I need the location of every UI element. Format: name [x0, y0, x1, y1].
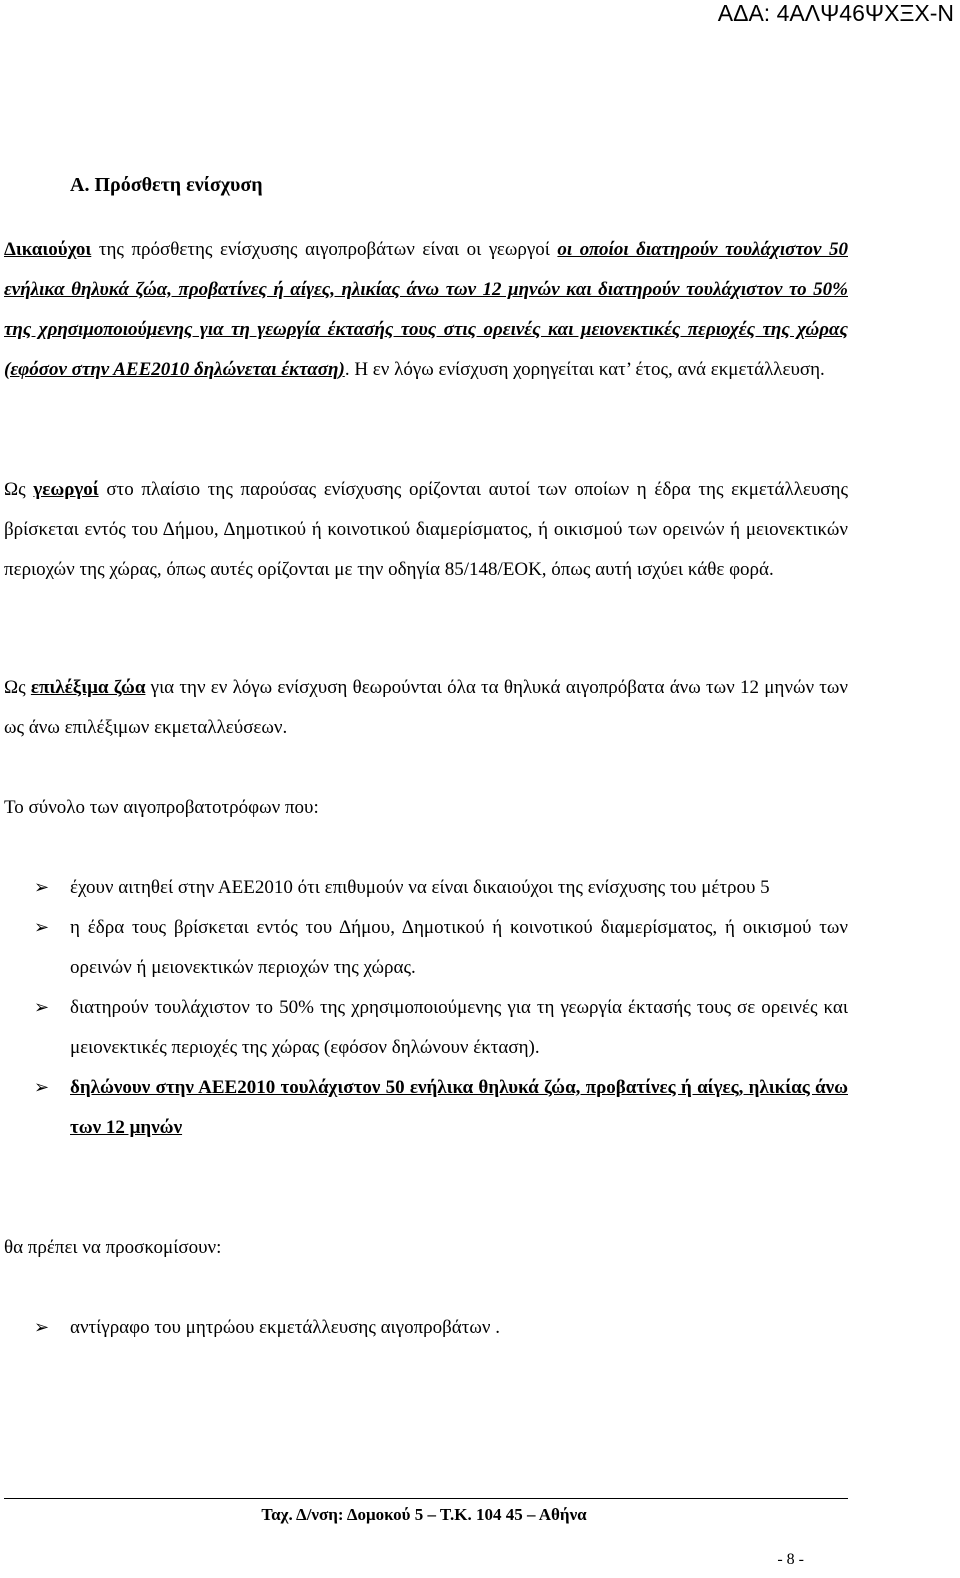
footer-address: Ταχ. Δ/νση: Δομοκού 5 – Τ.Κ. 104 45 – Αθήνα [261, 1505, 587, 1524]
beneficiaries-condition: οι οποίοι διατηρούν τουλάχιστον 50 ενήλικα θηλυκά ζώα, προβατίνες ή αίγες, ηλικίας άνω των 12 μηνών και διατηρούν τουλάχιστον το 50% της χρησιμοποιούμενης για τη γεωργία έκτασής τους στις ορεινές και μειονεκτικές περιοχές της χώρας (εφόσον στην ΑΕΕ2010 δηλώνεται έκταση) [4, 239, 848, 380]
list-item [0, 1308, 848, 1348]
farmers-term: γεωργοί [33, 479, 99, 500]
beneficiaries-closing: . Η εν λόγω ενίσχυση χορηγείται κατ’ έτος, ανά εκμετάλλευση. [344, 359, 825, 380]
beneficiaries-intro: της πρόσθετης ενίσχυσης αιγοπροβάτων είναι οι γεωργοί [91, 239, 558, 260]
document-text: αντίγραφο του μητρώου εκμετάλλευσης αιγοπροβάτων . [70, 1317, 500, 1338]
eligible-animals-paragraph [4, 668, 848, 748]
list-item [0, 908, 848, 988]
arrow-bullet-icon: ➢ [34, 917, 50, 938]
eligible-animals-prefix: Ως [4, 677, 31, 698]
farmers-prefix: Ως [4, 479, 34, 500]
beneficiaries-paragraph [4, 230, 848, 390]
conditions-list [0, 868, 848, 1148]
farmers-text: στο πλαίσιο της παρούσας ενίσχυσης ορίζονται αυτοί των οποίων η έδρα της εκμετάλλευσης βρίσκεται εντός του Δήμου, Δημοτικού ή κοινοτικού διαμερίσματος, ή οικισμού των ορεινών ή μειονεκτικών περιοχών της χώρας, όπως αυτές ορίζονται με την οδηγία 85/148/ΕΟΚ, όπως αυτή ισχύει κάθε φορά. [4, 479, 848, 580]
section-title: Α. Πρόσθετη ενίσχυση [70, 174, 263, 196]
list-intro: Το σύνολο των αιγοπροβατοτρόφων που: [4, 797, 319, 818]
condition-text: η έδρα τους βρίσκεται εντός του Δήμου, Δημοτικού ή κοινοτικού διαμερίσματος, ή οικισμού των ορεινών ή μειονεκτικών περιοχών της χώρας. [70, 917, 848, 978]
list-item [0, 868, 848, 908]
condition-text: έχουν αιτηθεί στην ΑΕΕ2010 ότι επιθυμούν να είναι δικαιούχοι της ενίσχυσης του μέτρου 5 [70, 877, 770, 898]
arrow-bullet-icon: ➢ [34, 1077, 50, 1098]
condition-text: διατηρούν τουλάχιστον το 50% της χρησιμοποιούμενης για τη γεωργία έκτασής τους σε ορεινές και μειονεκτικές περιοχές της χώρας (εφόσον δηλώνουν έκταση). [70, 997, 848, 1058]
arrow-bullet-icon: ➢ [34, 877, 50, 898]
documents-list [0, 1308, 848, 1348]
arrow-bullet-icon: ➢ [34, 997, 50, 1018]
list-item [0, 988, 848, 1068]
documents-intro: θα πρέπει να προσκομίσουν: [4, 1237, 222, 1258]
footer-divider [4, 1498, 848, 1499]
beneficiaries-term: Δικαιούχοι [4, 239, 92, 260]
ada-code: ΑΔΑ: 4ΑΛΨ46ΨΧΞΧ-Ν [717, 0, 954, 26]
eligible-animals-text: για την εν λόγω ενίσχυση θεωρούνται όλα τα θηλυκά αιγοπρόβατα άνω των 12 μηνών των ως άνω επιλέξιμων εκμεταλλεύσεων. [4, 677, 849, 738]
arrow-bullet-icon: ➢ [34, 1317, 50, 1338]
eligible-animals-term: επιλέξιμα ζώα [30, 677, 146, 698]
list-item [0, 1068, 848, 1148]
condition-text: δηλώνουν στην ΑΕΕ2010 τουλάχιστον 50 ενήλικα θηλυκά ζώα, προβατίνες ή αίγες, ηλικίας άνω των 12 μηνών [70, 1077, 848, 1138]
farmers-paragraph [4, 470, 848, 590]
page-number: - 8 - [777, 1551, 804, 1568]
